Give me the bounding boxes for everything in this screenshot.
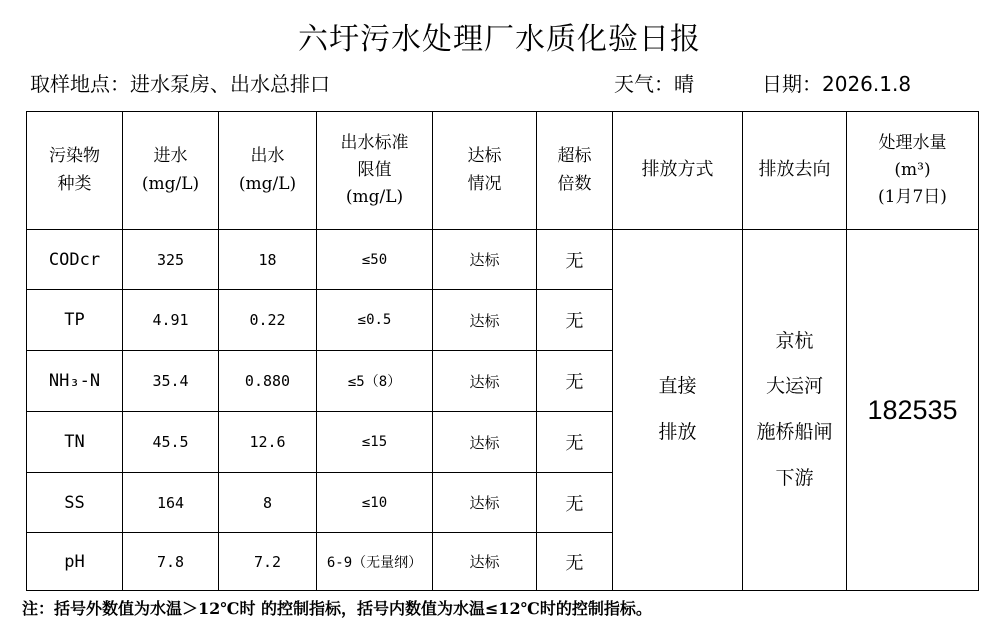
header-row (27, 112, 979, 230)
limit-cell: ≤0.5 (317, 290, 433, 351)
exceed-cell: 无 (537, 412, 613, 473)
exceed-cell: 无 (537, 230, 613, 290)
limit-cell: ≤5（8） (317, 351, 433, 412)
influent-cell: 4.91 (123, 290, 219, 351)
footnote: 注：括号外数值为水温＞12℃时 的控制指标，括号内数值为水温≤12℃时的控制指标。 (22, 599, 652, 618)
header-limit: 出水标准 限值 (mg/L) (317, 112, 433, 230)
effluent-cell: 7.2 (219, 533, 317, 591)
report-title: 六圩污水处理厂水质化验日报 (298, 22, 701, 57)
influent-cell: 35.4 (123, 351, 219, 412)
treated-volume-cell: 182535 (847, 230, 979, 591)
status-cell: 达标 (433, 290, 537, 351)
pollutant-cell: SS (27, 473, 123, 533)
sampling-location: 取样地点：进水泵房、出水总排口 (30, 72, 330, 96)
header-effluent: 出水 (mg/L) (219, 112, 317, 230)
pollutant-cell: TN (27, 412, 123, 473)
status-cell: 达标 (433, 473, 537, 533)
water-quality-table (26, 111, 979, 591)
pollutant-cell: pH (27, 533, 123, 591)
exceed-cell: 无 (537, 533, 613, 591)
status-cell: 达标 (433, 230, 537, 290)
table-row (27, 230, 979, 290)
limit-cell: ≤15 (317, 412, 433, 473)
effluent-cell: 0.880 (219, 351, 317, 412)
pollutant-cell: NH₃-N (27, 351, 123, 412)
exceed-cell: 无 (537, 473, 613, 533)
weather: 天气：晴 (614, 72, 694, 96)
status-cell: 达标 (433, 533, 537, 591)
report-date: 日期：2026.1.8 (762, 72, 912, 96)
header-discharge-destination: 排放去向 (743, 112, 847, 230)
pollutant-cell: TP (27, 290, 123, 351)
header-exceed: 超标 倍数 (537, 112, 613, 230)
effluent-cell: 18 (219, 230, 317, 290)
header-influent: 进水 (mg/L) (123, 112, 219, 230)
exceed-cell: 无 (537, 290, 613, 351)
header-status: 达标 情况 (433, 112, 537, 230)
influent-cell: 325 (123, 230, 219, 290)
influent-cell: 164 (123, 473, 219, 533)
status-cell: 达标 (433, 412, 537, 473)
influent-cell: 7.8 (123, 533, 219, 591)
effluent-cell: 12.6 (219, 412, 317, 473)
header-discharge-method: 排放方式 (613, 112, 743, 230)
limit-cell: ≤10 (317, 473, 433, 533)
limit-cell: ≤50 (317, 230, 433, 290)
limit-cell: 6-9（无量纲） (317, 533, 433, 591)
header-pollutant: 污染物 种类 (27, 112, 123, 230)
status-cell: 达标 (433, 351, 537, 412)
discharge-method-cell: 直接 排放 (613, 230, 743, 591)
influent-cell: 45.5 (123, 412, 219, 473)
pollutant-cell: CODcr (27, 230, 123, 290)
exceed-cell: 无 (537, 351, 613, 412)
effluent-cell: 0.22 (219, 290, 317, 351)
effluent-cell: 8 (219, 473, 317, 533)
discharge-destination-cell: 京杭 大运河 施桥船闸 下游 (743, 230, 847, 591)
header-volume: 处理水量 (m³) (1月7日) (847, 112, 979, 230)
